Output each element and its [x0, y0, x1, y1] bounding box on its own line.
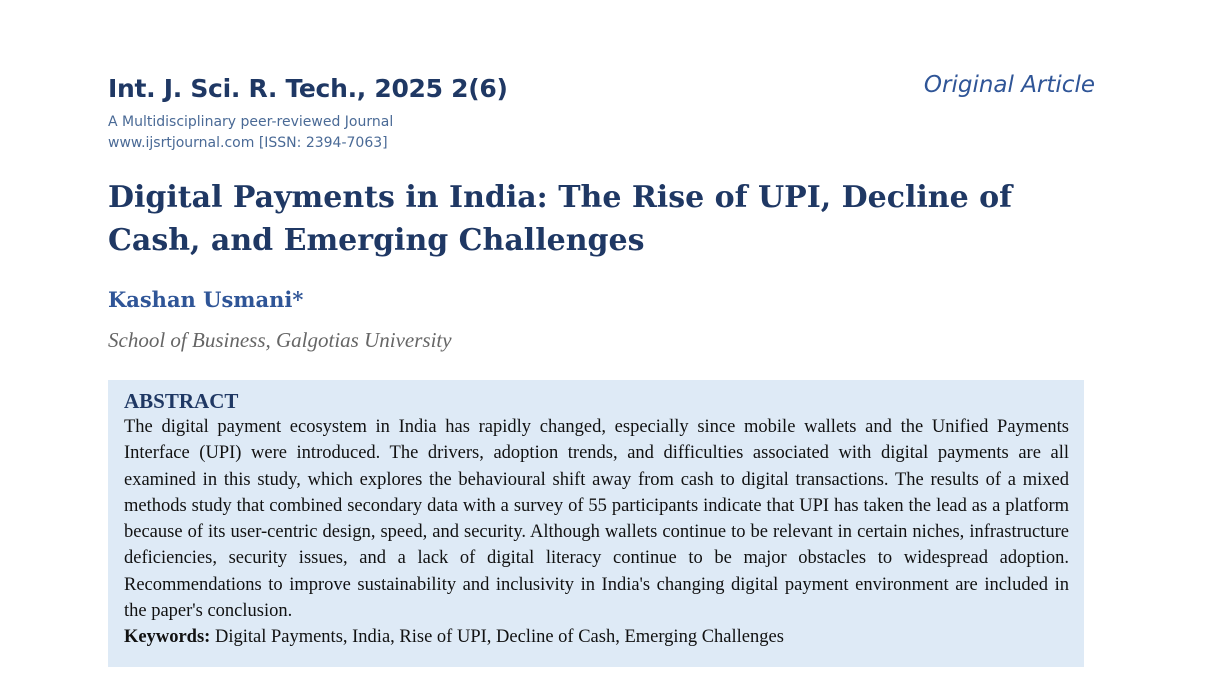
keywords-list: Digital Payments, India, Rise of UPI, Decline of Cash, Emerging Challenges [210, 627, 784, 648]
journal-description: A Multidisciplinary peer-reviewed Journal [108, 114, 394, 130]
article-type-label: Original Article [923, 72, 1095, 98]
keywords-label: Keywords: [124, 627, 211, 648]
paper-title: Digital Payments in India: The Rise of UPI, Decline of Cash, and Emerging Challenges [108, 180, 1013, 258]
author-affiliation: School of Business, Galgotias University [108, 328, 452, 352]
author-name: Kashan Usmani* [108, 287, 304, 312]
abstract-text: The digital payment ecosystem in India has rapidly changed, especially since mobile wallets and the Unified Payments Interface (UPI) were introduced. The drivers, adoption trends, and difficulties associated with digital payments are all examined in this study, which explores the behavioural shift away from cash to digital transactions. The results of a mixed methods study that combined secondary data with a survey of 55 participants indicate that UPI has taken the lead as a platform because of its user-centric design, speed, and security. Although wallets continue to be relevant in certain niches, infrastructure deficiencies, security issues, and a lack of digital literacy continue to be major obstacles to widespread adoption. Recommendations to improve sustainability and inclusivity in India's changing digital payment environment are included in the paper's conclusion. [124, 417, 1069, 622]
abstract-heading: ABSTRACT [124, 389, 239, 413]
journal-website[interactable]: www.ijsrtjournal.com [ISSN: 2394-7063] [108, 135, 388, 151]
journal-title: Int. J. Sci. R. Tech., 2025 2(6) [108, 74, 508, 103]
abstract-section [108, 380, 1084, 667]
keywords-line [124, 624, 1069, 650]
